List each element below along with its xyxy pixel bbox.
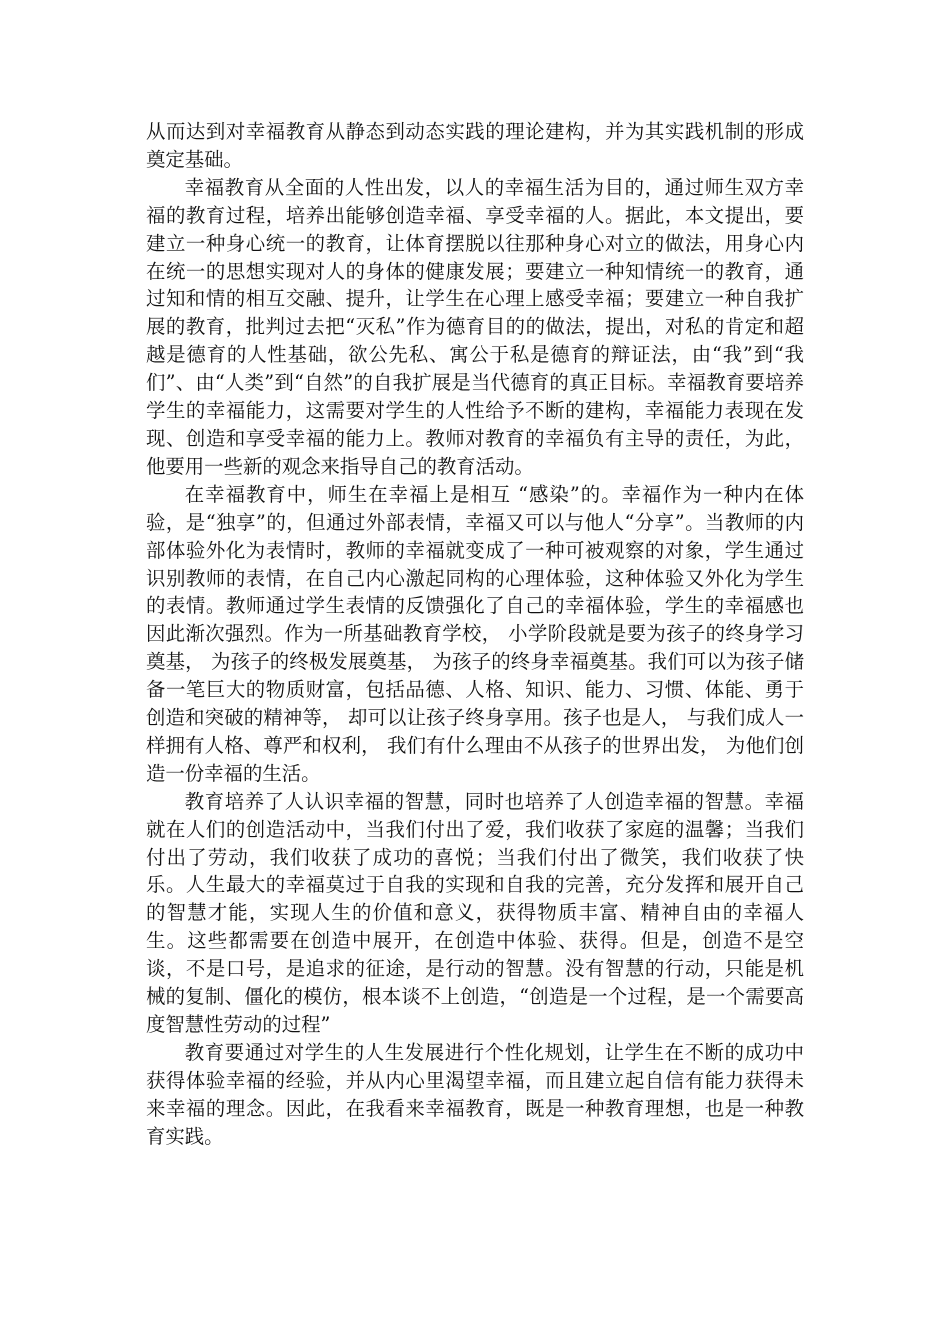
paragraph-conclusion: 教育要通过对学生的人生发展进行个性化规划，让学生在不断的成功中获得体验幸福的经验，并从内心里渴望幸福，而且建立起自信有能力获得未来幸福的理念。因此，在我看来幸福教育，既是一种教育理想，也是一种教育实践。 (146, 1040, 804, 1148)
document-body (146, 118, 804, 1151)
paragraph-teacher-student: 在幸福教育中，师生在幸福上是相互 “感染”的。幸福作为一种内在体验，是“独享”的，但通过外部表情，幸福又可以与他人“分享”。当教师的内部体验外化为表情时，教师的幸福就变成了一种可被观察的对象，学生通过识别教师的表情，在自己内心激起同构的心理体验，这种体验又外化为学生的表情。教师通过学生表情的反馈强化了自己的幸福体验，学生的幸福感也因此渐次强烈。作为一所基础教育学校， 小学阶段就是要为孩子的终身学习奠基， 为孩子的终极发展奠基， 为孩子的终身幸福奠基。我们可以为孩子储备一笔巨大的物质财富，包括品德、人格、知识、能力、习惯、体能、勇于创造和突破的精神等， 却可以让孩子终身享用。孩子也是人， 与我们成人一样拥有人格、尊严和权利， 我们有什么理由不从孩子的世界出发， 为他们创造一份幸福的生活。 (146, 482, 804, 785)
paragraph-continuation: 从而达到对幸福教育从静态到动态实践的理论建构，并为其实践机制的形成奠定基础。 (146, 120, 804, 171)
paragraph-happiness-education: 幸福教育从全面的人性出发，以人的幸福生活为目的，通过师生双方幸福的教育过程，培养出能够创造幸福、享受幸福的人。据此，本文提出，要建立一种身心统一的教育，让体育摆脱以往那种身心对立的做法，用身心内在统一的思想实现对人的身体的健康发展；要建立一种知情统一的教育，通过知和情的相互交融、提升，让学生在心理上感受幸福；要建立一种自我扩展的教育，批判过去把“灭私”作为德育目的的做法，提出，对私的肯定和超越是德育的人性基础，欲公先私、寓公于私是德育的辩证法，由“我”到“我们”、由“人类”到“自然”的自我扩展是当代德育的真正目标。幸福教育要培养学生的幸福能力，这需要对学生的人性给予不断的建构，幸福能力表现在发现、创造和享受幸福的能力上。教师对教育的幸福负有主导的责任，为此，他要用一些新的观念来指导自己的教育活动。 (146, 175, 804, 478)
paragraph-wisdom: 教育培养了人认识幸福的智慧，同时也培养了人创造幸福的智慧。幸福就在人们的创造活动中，当我们付出了爱，我们收获了家庭的温馨；当我们付出了劳动，我们收获了成功的喜悦；当我们付出了微笑，我们收获了快乐。人生最大的幸福莫过于自我的实现和自我的完善，充分发挥和展开自己的智慧才能，实现人生的价值和意义，获得物质丰富、精神自由的幸福人生。这些都需要在创造中展开，在创造中体验、获得。但是，创造不是空谈，不是口号，是追求的征途，是行动的智慧。没有智慧的行动，只能是机械的复制、僵化的模仿，根本谈不上创造，“创造是一个过程，是一个需要高度智慧性劳动的过程” (146, 789, 804, 1036)
